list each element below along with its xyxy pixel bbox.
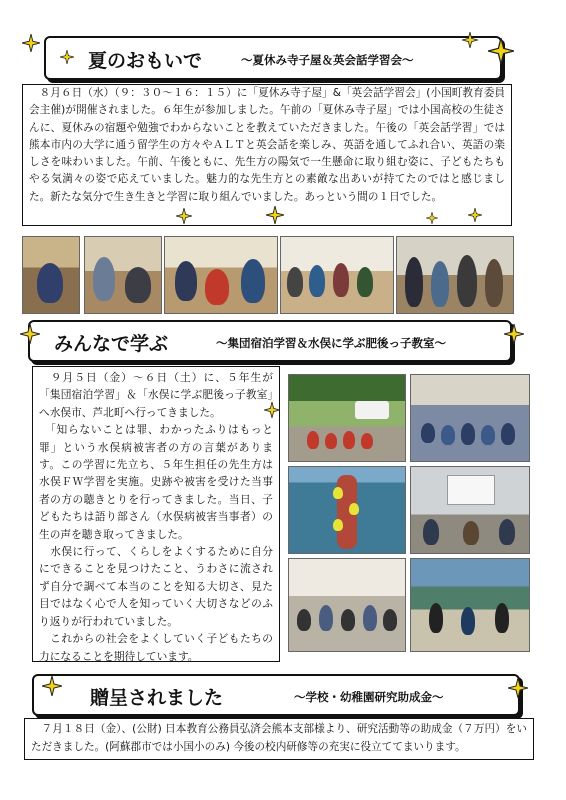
- section3-title: 贈呈されました: [90, 687, 224, 709]
- section1-subtitle: ～夏休み寺子屋＆英会話学習会～: [241, 53, 414, 67]
- section2-heading: [28, 320, 512, 362]
- photo-group-standing: [396, 236, 514, 314]
- sparkle-star-icon: [22, 34, 40, 52]
- photo-outdoor-gathering: [288, 374, 406, 462]
- sparkle-star-icon: [488, 38, 514, 64]
- section1-text-box: [22, 84, 512, 226]
- sparkle-star-icon: [462, 32, 478, 48]
- section3-subtitle: ～学校・幼稚園研究助成金～: [294, 690, 444, 704]
- section1-title: 夏のおもいで: [88, 50, 203, 72]
- section2-subtitle: ～集団宿泊学習＆水俣に学ぶ肥後っ子教室～: [216, 336, 446, 350]
- photo-workshop-room: [288, 558, 406, 652]
- sparkle-star-icon: [60, 50, 74, 64]
- photo-presentation: [410, 466, 530, 554]
- photo-seaside-activity: [410, 558, 530, 652]
- section2-paragraph-3: 水俣に行って、くらしをよくするために自分にできることを見つけたこと、うわさに流されず自分で調べて本当のことを知る大切さ、見た目ではなく心で人を知っていく大切さなどのふり返りが行われていました。: [39, 545, 273, 628]
- photo-group-desks: [164, 236, 278, 314]
- photo-english-circle: [280, 236, 394, 314]
- section1-body: ８月６日（水）（９：３０～１６：１５）に「夏休み寺子屋」&「英会話学習会」(小国町教育委員会主催)が開催されました。６年生が参加しました。午前の「夏休み寺子屋」では小国高校の生徒さんに、夏休みの宿題や勉強でわからないことを教えていただきました。午後の「英会話学習」では熊本市内の大学に通う留学生の方々やＡＬＴと英会話を楽しみ、英語を通してふれ合い、英語の楽しさを味わいました。午前、午後ともに、先生方の陽気で一生懸命に取り組む姿に、子どもたちもやる気満々の姿で応えていました。魅力的な先生方との素敵な出あいが持てたのではと感じました。新たな気分で生き生きと学習に取り組んでいました。あっという間の１日でした。: [29, 87, 505, 203]
- section2-paragraph-1: ９月５日（金）～６日（土）に、５年生が「集団宿泊学習」＆「水俣に学ぶ肥後っ子教室」へ水俣市、芦北町へ行ってきました。: [39, 371, 273, 419]
- photo-lecture-hall: [410, 374, 530, 462]
- sparkle-star-icon: [508, 678, 528, 698]
- sparkle-star-icon: [426, 212, 438, 224]
- sparkle-star-icon: [42, 676, 62, 696]
- section3-heading: [32, 674, 520, 716]
- section2-paragraph-2: 「知らないことは罪、わかったふりはもっと罪」という水俣病被害者の方の言葉があります。この学習に先立ち、５年生担任の先生方は水俣ＦＷ学習を実施。史跡や被害を受けた当事者の方の聴きとりを行ってきました。当日、子どもたちは語り部さん（水俣病被害当事者）の生の声を聴き取ってきました。: [39, 423, 273, 541]
- photo-tutoring: [84, 236, 162, 314]
- sparkle-star-icon: [20, 324, 40, 344]
- sparkle-star-icon: [504, 324, 524, 344]
- section3-body: ７月１８日（金）、(公財) 日本教育公務員弘済会熊本支部様より、研究活動等の助成金（７万円）をいただきました。(阿蘇郡市では小国小のみ) 今後の校内研修等の充実に役立ててまいります。: [31, 723, 527, 753]
- section3-text-box: [24, 718, 534, 760]
- section2-paragraph-4: これからの社会をよくしていく子どもたちの力になることを期待しています。: [39, 632, 273, 663]
- sparkle-star-icon: [468, 208, 482, 222]
- section2-text-box: [32, 366, 280, 662]
- photo-dragon-boat: [288, 466, 406, 554]
- photo-classroom-study: [22, 236, 80, 314]
- section2-title: みんなで学ぶ: [54, 333, 169, 355]
- sparkle-star-icon: [266, 206, 284, 224]
- sparkle-star-icon: [176, 208, 192, 224]
- sparkle-star-icon: [264, 402, 280, 418]
- section1-heading: [44, 36, 502, 80]
